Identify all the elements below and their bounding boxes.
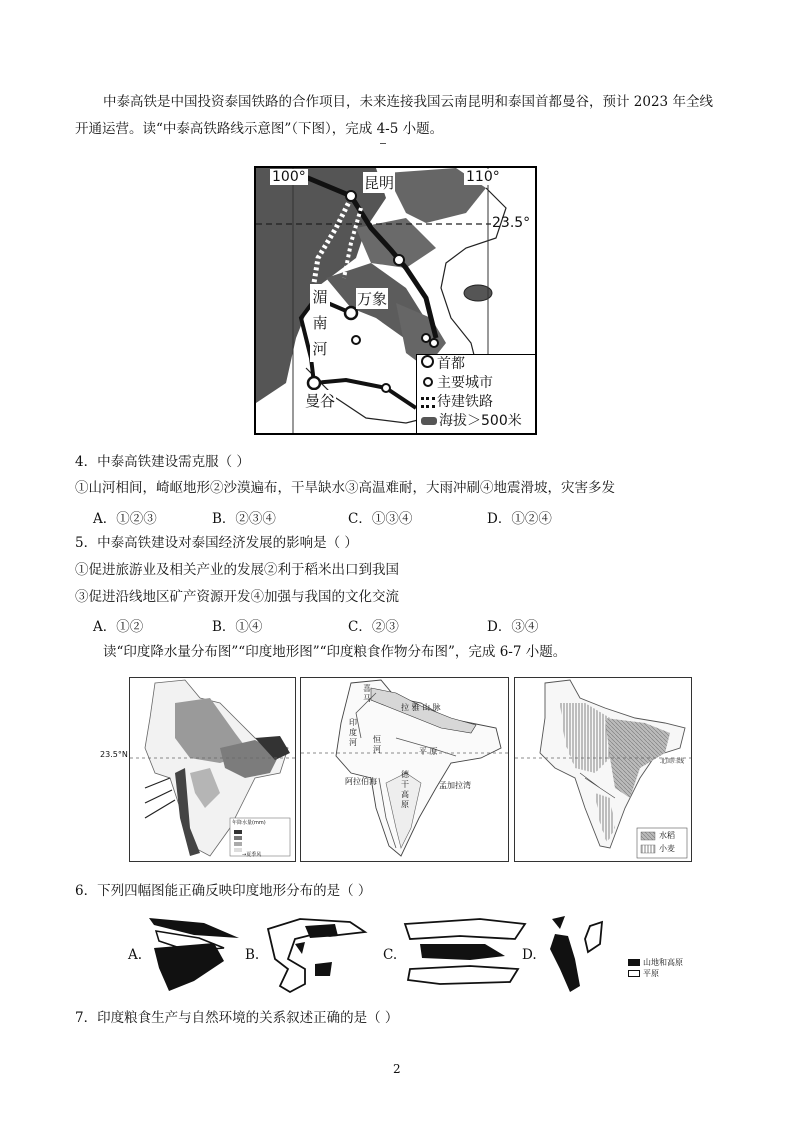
q7-stem: 7．印度粮食生产与自然环境的关系叙述正确的是（ ） <box>75 1010 399 1026</box>
mekong-river-label: 湄 南 河 <box>310 284 330 362</box>
q4-option-b[interactable]: B．②③④ <box>212 511 276 527</box>
q6-option-a-figure[interactable] <box>144 913 244 993</box>
arabian-sea-label: 阿拉伯海 <box>345 777 377 786</box>
q6-legend-plain: 平原 <box>628 968 683 979</box>
legend-capital: 首都 <box>417 355 536 374</box>
legend-elevation: 海拔＞500米 <box>417 412 536 431</box>
tropic-latitude-label: 23.5°N <box>100 750 128 759</box>
page-number: 2 <box>393 1062 401 1076</box>
q5-option-c[interactable]: C．②③ <box>348 619 399 635</box>
q5-detail-1: ①促进旅游业及相关产业的发展②利于稻米出口到我国 <box>75 562 399 578</box>
q6-option-b-figure[interactable] <box>260 914 370 994</box>
q5-stem: 5．中泰高铁建设对泰国经济发展的影响是（ ） <box>75 535 358 551</box>
capital-symbol-icon <box>421 355 434 368</box>
plain-label: 平 原 <box>419 747 438 756</box>
railway-symbol-icon <box>421 397 435 408</box>
city-kunming-label: 昆明 <box>364 174 395 192</box>
q5-option-d[interactable]: D．③④ <box>487 619 539 635</box>
q4-option-d[interactable]: D．①②④ <box>487 511 552 527</box>
legend-wheat: 小麦 <box>659 844 675 853</box>
indus-label: 印 度 河 <box>349 718 357 747</box>
q6-option-b-label[interactable]: B. <box>245 947 260 963</box>
intro-2: 读“印度降水量分布图”“印度地形图”“印度粮食作物分布图”，完成 6-7 小题。 <box>103 644 567 660</box>
himalaya-label-horizontal: 拉 雅 山 脉 <box>401 703 441 712</box>
q6-option-d-figure[interactable] <box>540 914 620 994</box>
deccan-plateau-label: 德 干 高 原 <box>401 770 409 809</box>
india-terrain-map <box>300 677 509 862</box>
tropic-of-cancer-label: 北回归线 <box>660 758 685 765</box>
india-crops-map <box>514 677 692 862</box>
mountain-swatch-icon <box>628 959 640 966</box>
railway-map <box>254 166 537 435</box>
q4-option-a[interactable]: A．①②③ <box>93 511 157 527</box>
highland-symbol-icon <box>421 417 437 425</box>
q6-option-c-figure[interactable] <box>400 914 530 994</box>
bay-of-bengal-label: 孟加拉湾 <box>439 781 471 790</box>
india-rainfall-map <box>129 677 296 862</box>
small-dash-mark <box>380 143 386 144</box>
city-vientiane-label: 万象 <box>357 290 388 308</box>
city-bangkok-label: 曼谷 <box>305 392 336 410</box>
longitude-100-label: 100° <box>272 169 306 185</box>
q5-option-b[interactable]: B．①④ <box>212 619 263 635</box>
legend-major-city: 主要城市 <box>417 374 536 393</box>
railway-map-legend <box>416 354 536 434</box>
intro-line-1: 中泰高铁是中国投资泰国铁路的合作项目，未来连接我国云南昆明和泰国首都曼谷，预计 2023 年全线 <box>103 94 713 110</box>
latitude-23-5-label: 23.5° <box>492 215 531 231</box>
q4-option-c[interactable]: C．①③④ <box>348 511 413 527</box>
rainfall-map-drawing <box>130 678 295 861</box>
himalaya-label-vertical: 喜 马 <box>363 684 371 703</box>
q5-option-a[interactable]: A．①② <box>93 619 144 635</box>
q6-option-a-label[interactable]: A. <box>128 947 143 963</box>
legend-planned-railway: 待建铁路 <box>417 393 536 412</box>
q6-stem: 6．下列四幅图能正确反映印度地形分布的是（ ） <box>75 883 372 899</box>
rainfall-legend-note: →夏季风 <box>242 852 262 858</box>
q4-detail: ①山河相间，崎岖地形②沙漠遍布，干旱缺水③高温难耐，大雨冲刷④地震滑坡，灾害多发 <box>75 480 615 496</box>
q6-option-c-label[interactable]: C. <box>383 947 398 963</box>
ganges-label: 恒 河 <box>373 735 381 754</box>
q5-detail-2: ③促进沿线地区矿产资源开发④加强与我国的文化交流 <box>75 589 399 605</box>
q6-legend-mountain: 山地和高原 <box>628 957 683 968</box>
q6-legend <box>628 957 683 979</box>
city-symbol-icon <box>423 377 433 387</box>
intro-line-2: 开通运营。读“中泰高铁路线示意图”（下图），完成 4-5 小题。 <box>75 121 444 137</box>
rainfall-legend-title: 年降水量(mm) <box>232 820 266 826</box>
q4-stem: 4．中泰高铁建设需克服（ ） <box>75 454 250 470</box>
plain-swatch-icon <box>628 970 640 977</box>
q6-option-d-label[interactable]: D. <box>522 947 537 963</box>
longitude-110-label: 110° <box>466 169 500 185</box>
legend-rice: 水稻 <box>659 831 675 840</box>
